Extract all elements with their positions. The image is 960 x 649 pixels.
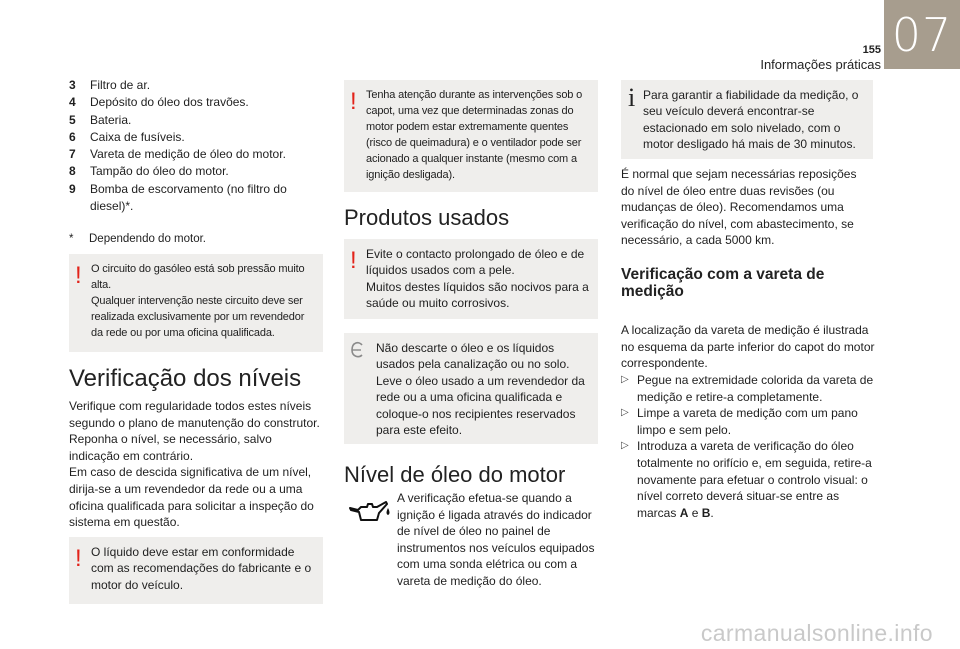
eco-box: Não descarte o óleo e os líquidos usados pela canalização ou no solo. Leve o óleo usado a um revendedor da rede ou a uma oficina qualificada e coloque-o nos recipientes reservados para este efeito. bbox=[344, 333, 598, 444]
diesel-warning-box: ! O circuito do gasóleo está sob pressão muito alta. Qualquer intervenção neste circuito deve ser realizada exclusivamente por um revendedor da rede ou por uma oficina qualificada. bbox=[69, 254, 323, 352]
used-products-warning-box: ! Evite o contacto prolongado de óleo e de líquidos usados com a pele. Muitos destes líquidos são nocivos para a saúde ou muito corrosivos. bbox=[344, 239, 598, 319]
list-item: 5 Bateria. bbox=[69, 112, 132, 127]
used-products-title: Produtos usados bbox=[344, 205, 510, 230]
warning-exclamation-icon: ! bbox=[75, 545, 82, 572]
normal-refill-text: É normal que sejam necessárias reposições do nível de óleo entre duas revisões (ou mudanças de óleo). Recomendamos uma verificação do nível, com abastecimento, se necessário, a cada 5000 km. bbox=[621, 167, 857, 248]
arrow-bullet-icon: ▷ bbox=[621, 374, 629, 385]
environment-icon bbox=[349, 339, 365, 368]
engine-oil-title: Nível de óleo do motor bbox=[344, 462, 566, 487]
section-title: Informações práticas bbox=[760, 57, 881, 72]
leaf-icon bbox=[349, 339, 365, 363]
watermark: carmanualsonline.info bbox=[700, 620, 933, 646]
list-item: ▷ Limpe a vareta de medição com um pano limpo e sem pelo. bbox=[621, 406, 858, 437]
list-item: 8 Tampão do óleo do motor. bbox=[69, 164, 229, 179]
checks-title: Verificação dos níveis bbox=[69, 365, 302, 392]
checks-text: Verifique com regularidade todos estes níveis segundo o plano de manutenção do construtor. Reponha o nível, se necessário, salvo indicação em contrário. Em caso de descida significativa de um nível, dirija-se a um revendedor da rede ou a uma oficina qualificada para solicitar a inspeção do sistema em questão. bbox=[69, 399, 320, 530]
engine-oil-text: A verificação efetua-se quando a ignição é ligada através do indicador de nível de óleo no painel de instrumentos nos veículos equipados com uma sonda elétrica ou com a vareta de medição do óleo. bbox=[397, 491, 595, 588]
dipstick-steps bbox=[621, 372, 875, 521]
list-item: 4 Depósito do óleo dos travões. bbox=[69, 95, 249, 110]
footnote: * Dependendo do motor. bbox=[69, 233, 207, 245]
list-item: ▷ Introduza a vareta de verificação do óleo totalmente no orifício e, em seguida, retire-a novamente para efetuar o controlo visual: o nível correto deverá situar-se entre as marcas A e B. bbox=[621, 439, 872, 520]
arrow-bullet-icon: ▷ bbox=[621, 440, 629, 452]
warning-exclamation-icon: ! bbox=[75, 262, 82, 289]
dipstick-title: Verificação com a vareta de medição bbox=[621, 266, 825, 300]
dipstick-intro: A localização da vareta de medição é ilustrada no esquema da parte inferior do capot do motor correspondente. bbox=[621, 323, 875, 371]
list-item: ▷ Pegue na extremidade colorida da vareta de medição e retire-a completamente. bbox=[621, 373, 874, 404]
list-item: 7 Vareta de medição de óleo do motor. bbox=[69, 147, 286, 162]
oil-can-icon bbox=[348, 498, 392, 528]
list-item: 3 Filtro de ar. bbox=[69, 78, 151, 92]
engine-warning-box: ! Tenha atenção durante as intervenções sob o capot, uma vez que determinadas zonas do motor podem estar extremamente quentes (risco de queimadura) e o ventilador pode ser acionado a qualquer instante (mesmo com a ignição desligada). bbox=[344, 80, 598, 192]
arrow-bullet-icon: ▷ bbox=[621, 407, 629, 419]
warning-exclamation-icon: ! bbox=[350, 88, 357, 115]
page-number: 155 bbox=[862, 44, 881, 56]
warning-exclamation-icon: ! bbox=[350, 247, 357, 274]
list-item: 9 Bomba de escorvamento (no filtro do diesel)*. bbox=[69, 181, 287, 214]
fluid-warning-box: ! O líquido deve estar em conformidade com as recomendações do fabricante e o motor do veículo. bbox=[69, 537, 323, 604]
info-icon: i bbox=[628, 83, 636, 112]
info-box: i Para garantir a fiabilidade da medição, o seu veículo deverá encontrar-se estacionado em solo nivelado, com o motor desligado há mais de 30 minutos. bbox=[621, 80, 873, 159]
chapter-tab bbox=[884, 0, 960, 69]
parts-list bbox=[69, 77, 323, 215]
list-item: 6 Caixa de fusíveis. bbox=[69, 129, 185, 144]
chapter-number: 07 bbox=[891, 7, 953, 62]
